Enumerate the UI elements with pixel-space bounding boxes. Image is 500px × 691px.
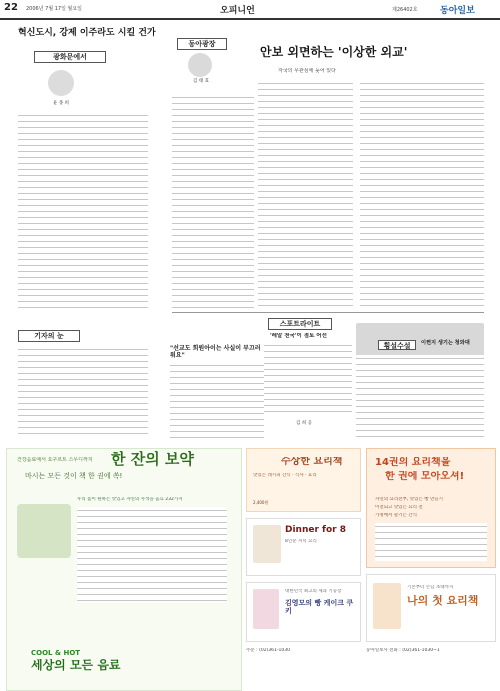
recipe-book-image <box>373 583 401 629</box>
fourteen-recipes-ad <box>366 448 496 568</box>
right-title: 안보 외면하는 '이상한 외교' <box>260 45 408 59</box>
reader-box-label: 기자의 눈 <box>18 330 80 342</box>
dinner-ad <box>246 518 361 576</box>
fourteen-title-2: 한 권에 모아오셔! <box>385 471 465 482</box>
my-first-recipe-ad <box>366 574 496 642</box>
edition-number: 제26402호 <box>392 7 418 13</box>
left-column-byline: 윤 종 희 <box>53 101 69 106</box>
left-column-box-label: 광화문에서 <box>34 51 106 63</box>
fourteen-item-2: 이전되고 맛있는 요리 전 <box>375 505 423 510</box>
cool-hot-title: 세상의 모든 음료 <box>31 659 121 672</box>
fourteen-item-1: 자연의 요리전부, 맛있는 빵 만들기 <box>375 497 444 502</box>
center-body-col-1 <box>172 94 254 309</box>
diet-ad-top-text: 건강음료에서 요구르트 스무디까지 <box>17 457 93 463</box>
cake-title: 김영모의 빵 케이크 쿠키 <box>285 599 354 615</box>
fourteen-title: 14권의 요리책을 <box>375 457 451 468</box>
author-photo <box>48 70 74 96</box>
section-title: 오피니언 <box>220 6 255 16</box>
left-body-text <box>18 112 148 312</box>
diet-ad-big-title: 한 잔의 보약 <box>111 451 194 467</box>
drink-image <box>17 504 71 558</box>
pyeongsaeng-box-label: 횡설수설 <box>378 340 416 350</box>
cake-book-image <box>253 589 279 629</box>
pyeongsaeng-body <box>356 355 484 438</box>
center-author-photo <box>188 53 212 77</box>
cake-sub: 대한민국 최고의 제과 기능장 <box>285 589 342 594</box>
lower-center-title: "선교도 희원아이는 사실이 부끄러워요" <box>170 345 261 359</box>
diet-ad-intro-text: 우리 몸이 원하는 맛있고 자연의 사색을 음료 232가지 <box>77 497 183 502</box>
cool-hot-label: COOL & HOT <box>31 649 81 657</box>
divider <box>172 312 484 313</box>
mine-small: 기본부터 손님 초대까지 <box>407 585 454 590</box>
diet-ad-sub-title: 마시는 모든 것이 책 한 권에 쏙! <box>25 472 123 480</box>
sports-author-byline: 김 희 공 <box>296 421 312 426</box>
newspaper-logo: 동아일보 <box>440 6 475 16</box>
center-body-col-3 <box>360 80 484 309</box>
sports-box-label: 스포트라이트 <box>268 318 332 330</box>
center-body-col-2 <box>258 80 353 309</box>
fourteen-item-3: 가정에서 즐기는 간식 <box>375 513 417 518</box>
ad-footer-left: 주문 : (02)361-1030 <box>246 648 290 653</box>
dinner-title: Dinner for 8 <box>285 525 346 535</box>
susang-ad <box>246 448 361 512</box>
diet-drink-ad <box>6 448 242 691</box>
dinner-sub: 8인분 저녁 요리 <box>285 539 317 544</box>
dinner-book-image <box>253 525 281 563</box>
right-subtitle: 자국의 무관심에 늦어 있다 <box>278 68 336 74</box>
ad-footer-mid: 동아일보사 전화 : (02)361-1030~1 <box>366 648 440 653</box>
pyeongsaeng-title: 이쩐지 생기는 청와대 <box>421 340 470 346</box>
sports-headline: '레알 천국'이 점토 어선 <box>270 333 327 339</box>
center-box-label: 동아광장 <box>177 38 227 50</box>
lower-center-body <box>170 362 264 438</box>
left-column-title: 혁신도시, 강제 이주라도 시킬 건가 <box>18 28 156 38</box>
fourteen-list <box>375 523 487 561</box>
diet-ad-list <box>77 507 227 603</box>
reader-body-text <box>18 346 148 434</box>
page-number: 22 <box>4 2 18 13</box>
susang-price: 2,400원 <box>253 500 269 505</box>
center-byline: 김 태 효 <box>193 79 209 84</box>
cake-ad <box>246 582 361 642</box>
mine-big: 나의 첫 요리책 <box>407 595 479 607</box>
issue-date: 2006년 7월 17일 월요일 <box>26 6 83 12</box>
susang-sub: 맛있는 레시피 간식 · 식사 · 요리 <box>253 473 317 478</box>
susang-title: 수상한 요리책 <box>281 457 343 467</box>
page-header <box>0 0 500 20</box>
sports-body-text <box>264 342 352 412</box>
